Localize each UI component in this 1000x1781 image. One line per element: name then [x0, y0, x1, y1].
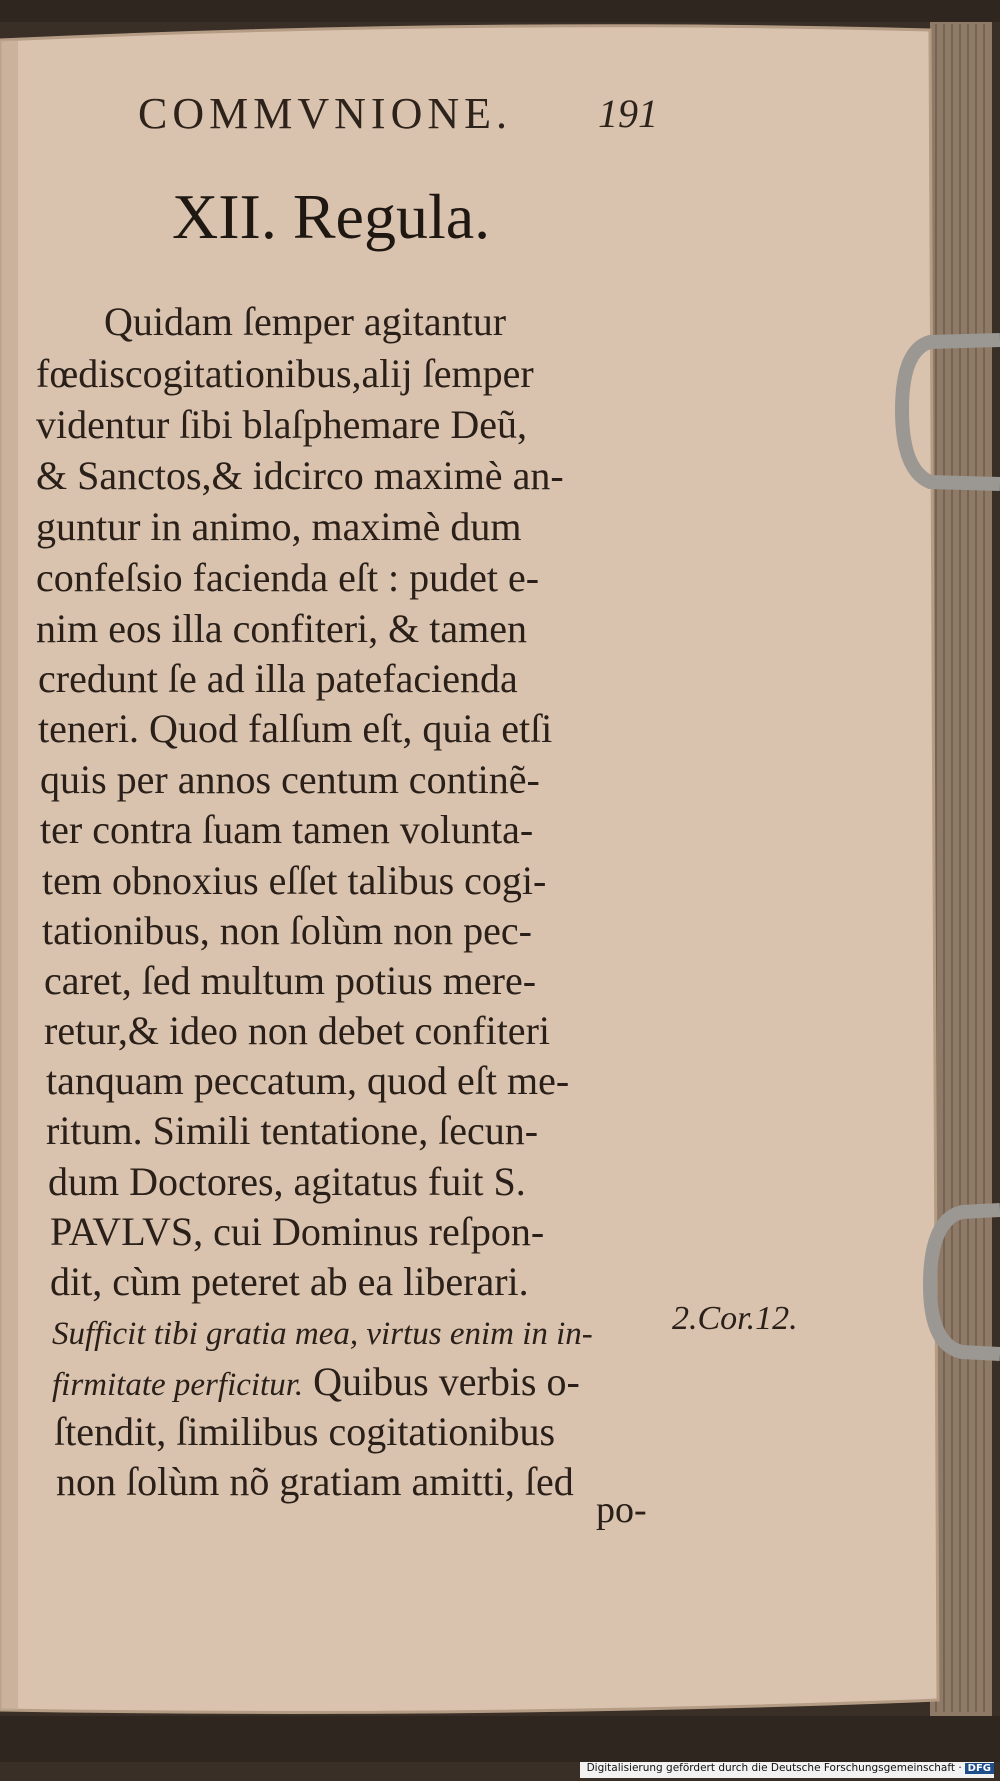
text-line: dum Doctores, agitatus fuit S.	[48, 1159, 526, 1204]
text-line: ritum. Simili tentatione, ſecun-	[46, 1108, 539, 1153]
text-line: guntur in animo, maximè dum	[36, 504, 522, 549]
text-line: caret, ſed multum potius mere-	[44, 958, 537, 1003]
text-line: nim eos illa confiteri, & tamen	[36, 606, 527, 651]
page-number: 191	[598, 91, 658, 136]
text-line: confeſsio facienda eſt : pudet e-	[36, 555, 540, 600]
marginal-reference: 2.Cor.12.	[672, 1300, 798, 1337]
text-line: Quidam ſemper agitantur	[104, 299, 507, 344]
text-fragment: Quibus verbis o-	[303, 1359, 580, 1404]
rule-heading: XII. Regula.	[172, 181, 491, 252]
credit-text: Digitalisierung gefördert durch die Deutsche Forschungsgemeinschaft ·	[586, 1762, 962, 1774]
text-line: ter contra ſuam tamen volunta-	[40, 807, 534, 852]
text-line: tem obnoxius eſſet talibus cogi-	[42, 858, 547, 903]
text-line: quis per annos centum continẽ-	[40, 757, 540, 802]
dfg-logo: DFG	[965, 1763, 994, 1774]
running-head: COMMVNIONE.	[138, 89, 512, 138]
text-line: non ſolùm nõ gratiam amitti, ſed	[56, 1459, 574, 1504]
text-line: tanquam peccatum, quod eſt me-	[46, 1058, 570, 1103]
text-line: teneri. Quod falſum eſt, quia etſi	[38, 706, 553, 751]
catchword: po-	[596, 1489, 647, 1531]
text-line: PAVLVS, cui Dominus reſpon-	[50, 1209, 545, 1254]
text-line: & Sanctos,& idcirco maximè an-	[36, 453, 564, 498]
text-line: dit, cùm peteret ab ea liberari.	[50, 1259, 529, 1304]
text-line: credunt ſe ad illa patefacienda	[38, 656, 518, 701]
text-line: videntur ſibi blaſphemare Deũ,	[36, 402, 527, 447]
text-line: tationibus, non ſolùm non pec-	[42, 908, 532, 953]
text-line: fœdiscogitationibus,alij ſemper	[36, 351, 534, 396]
scripture-quote-end: firmitate perficitur.	[52, 1367, 304, 1403]
text-line: retur,& ideo non debet confiteri	[44, 1008, 550, 1053]
scripture-quote-line: Sufficit tibi gratia mea, virtus enim in in-	[52, 1316, 593, 1352]
text-line: ſtendit, ſimilibus cogitationibus	[54, 1409, 556, 1454]
digitization-credit	[580, 1762, 994, 1778]
